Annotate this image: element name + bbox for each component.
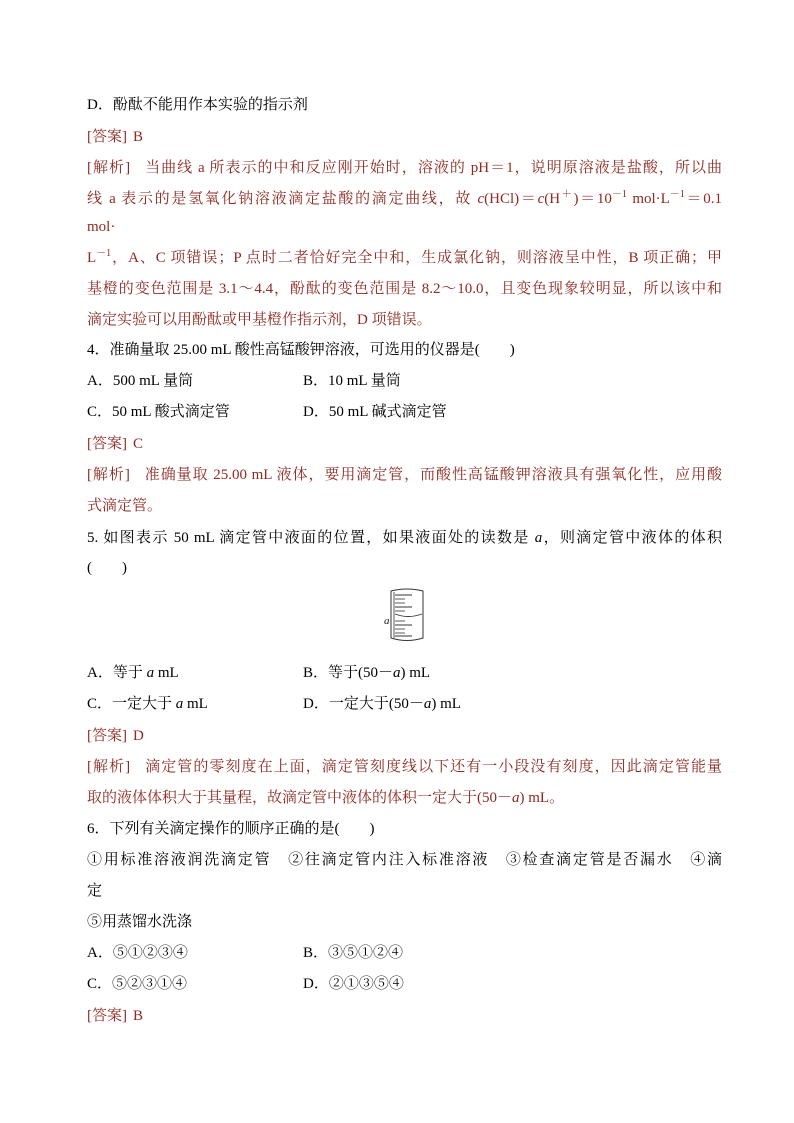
q6-steps-line-3: ⑤用蒸馏水洗涤 [87,914,193,930]
option-text: mL [154,665,179,681]
stem-text: ，则滴定管中液体的体积 [542,530,722,546]
liquid-meniscus [395,614,422,617]
exponent-superscript: －1 [611,189,627,200]
q5-stem-line-2: ( ) [87,560,127,576]
q6-stem: 6．下列有关滴定操作的顺序正确的是( ) [87,821,375,837]
q3-analysis-line-4 [87,247,722,269]
charge-superscript: ＋ [560,189,574,200]
q4-analysis-line-2: 式滴定管。 [87,498,163,514]
analysis-text: 当曲线 a 所表示的中和反应刚开始时，溶液的 pH＝1，说明原溶液是盐酸，所以曲 [144,160,722,176]
variable-a: a [534,530,543,546]
variable-a: a [393,665,401,681]
answer-value: B [133,129,144,145]
q5-analysis-line-1 [87,756,722,778]
answer-label: [答案] [87,728,127,744]
stem-text: 5. 如图表示 50 mL 滴定管中液面的位置，如果液面处的读数是 [87,530,535,546]
q3-answer [87,126,722,148]
q4-stem: 4．准确量取 25.00 mL 酸性高锰酸钾溶液，可选用的仪器是( ) [87,342,515,358]
option-text: A．等于 [87,665,147,681]
analysis-text: (HCl)＝ [484,191,538,207]
variable-a: a [146,665,155,681]
answer-label: [答案] [87,129,127,145]
q6-answer [87,1005,722,1027]
exponent-superscript: －1 [96,248,112,259]
answer-value: D [133,728,144,744]
analysis-label: [解析] [87,160,131,176]
analysis-text: L [87,250,97,266]
analysis-text: ＝0.1 [684,191,722,207]
q4-analysis-line-1 [87,464,722,486]
analysis-text: )＝10 [573,191,612,207]
analysis-label: [解析] [87,467,130,483]
option-text: mL [183,696,208,712]
variable-a: a [175,696,184,712]
q3-analysis-line-3: mol· [87,219,116,235]
analysis-text: ) mL。 [519,790,565,806]
q6-steps-line-1: ①用标准溶液润洗滴定管 ②往滴定管内注入标准溶液 ③检查滴定管是否漏水 ④滴 [87,852,722,868]
option-text: C．一定大于 [87,696,176,712]
analysis-text: 滴定管的零刻度在上面，滴定管刻度线以下还有一小段没有刻度，因此滴定管能量 [144,759,722,775]
option-text: ) mL [400,665,431,681]
analysis-text: 线 a 表示的是氢氧化钠溶液滴定盐酸的滴定曲线，故 [87,191,478,207]
analysis-text: ，A、C 项错误；P 点时二者恰好完全中和，生成氯化钠，则溶液呈中性，B 项正确；甲 [111,250,722,266]
concentration-symbol: c [537,191,545,207]
q5-stem-line-1 [87,527,722,549]
q3-analysis-line-6: 滴定实验可以用酚酞或甲基橙作指示剂，D 项错误。 [87,312,432,328]
option-text: B．等于(50－ [303,665,394,681]
q5-option-c [87,693,297,715]
q3-analysis-line-1 [87,157,722,179]
q4-option-d: D．50 mL 碱式滴定管 [303,404,447,420]
option-text: D．一定大于(50－ [303,696,424,712]
q5-option-a [87,662,297,684]
q4-answer [87,433,722,455]
variable-a: a [512,790,520,806]
liquid-level-label: a [384,615,390,627]
q3-analysis-line-5: 基橙的变色范围是 3.1～4.4，酚酞的变色范围是 8.2～10.0，且变色现象较明显，所以该中和 [87,281,722,297]
q5-option-b [303,662,513,684]
q4-option-b: B．10 mL 量筒 [303,373,401,389]
concentration-symbol: c [477,191,485,207]
q6-option-a: A．⑤①②③④ [87,945,188,961]
answer-value: C [133,436,144,452]
q5-analysis-line-2 [87,787,722,809]
q3-analysis-line-2 [87,188,722,210]
answer-value: B [133,1008,144,1024]
q6-steps-line-2: 定 [87,883,103,899]
burette-figure [381,586,429,644]
answer-label: [答案] [87,436,127,452]
variable-a: a [423,696,432,712]
analysis-label: [解析] [87,759,131,775]
q6-option-d: D．②①③⑤④ [303,976,404,992]
q5-option-d [303,693,513,715]
q4-option-a: A．500 mL 量筒 [87,373,194,389]
q6-option-b: B．③⑤①②④ [303,945,404,961]
analysis-text: (H [544,191,561,207]
answer-label: [答案] [87,1008,127,1024]
exponent-superscript: －1 [669,189,685,200]
analysis-text: 准确量取 25.00 mL 液体，要用滴定管，而酸性高锰酸钾溶液具有强氧化性，应用酸 [143,467,722,483]
analysis-text: mol·L [626,191,670,207]
analysis-text: 取的液体体积大于其量程，故滴定管中液体的体积一定大于(50－ [87,790,512,806]
q6-option-c: C．⑤②③①④ [87,976,188,992]
q4-option-c: C．50 mL 酸式滴定管 [87,404,230,420]
q3-option-d: D．酚酞不能用作本实验的指示剂 [87,97,308,113]
option-text: ) mL [431,696,461,712]
q5-answer [87,725,722,747]
